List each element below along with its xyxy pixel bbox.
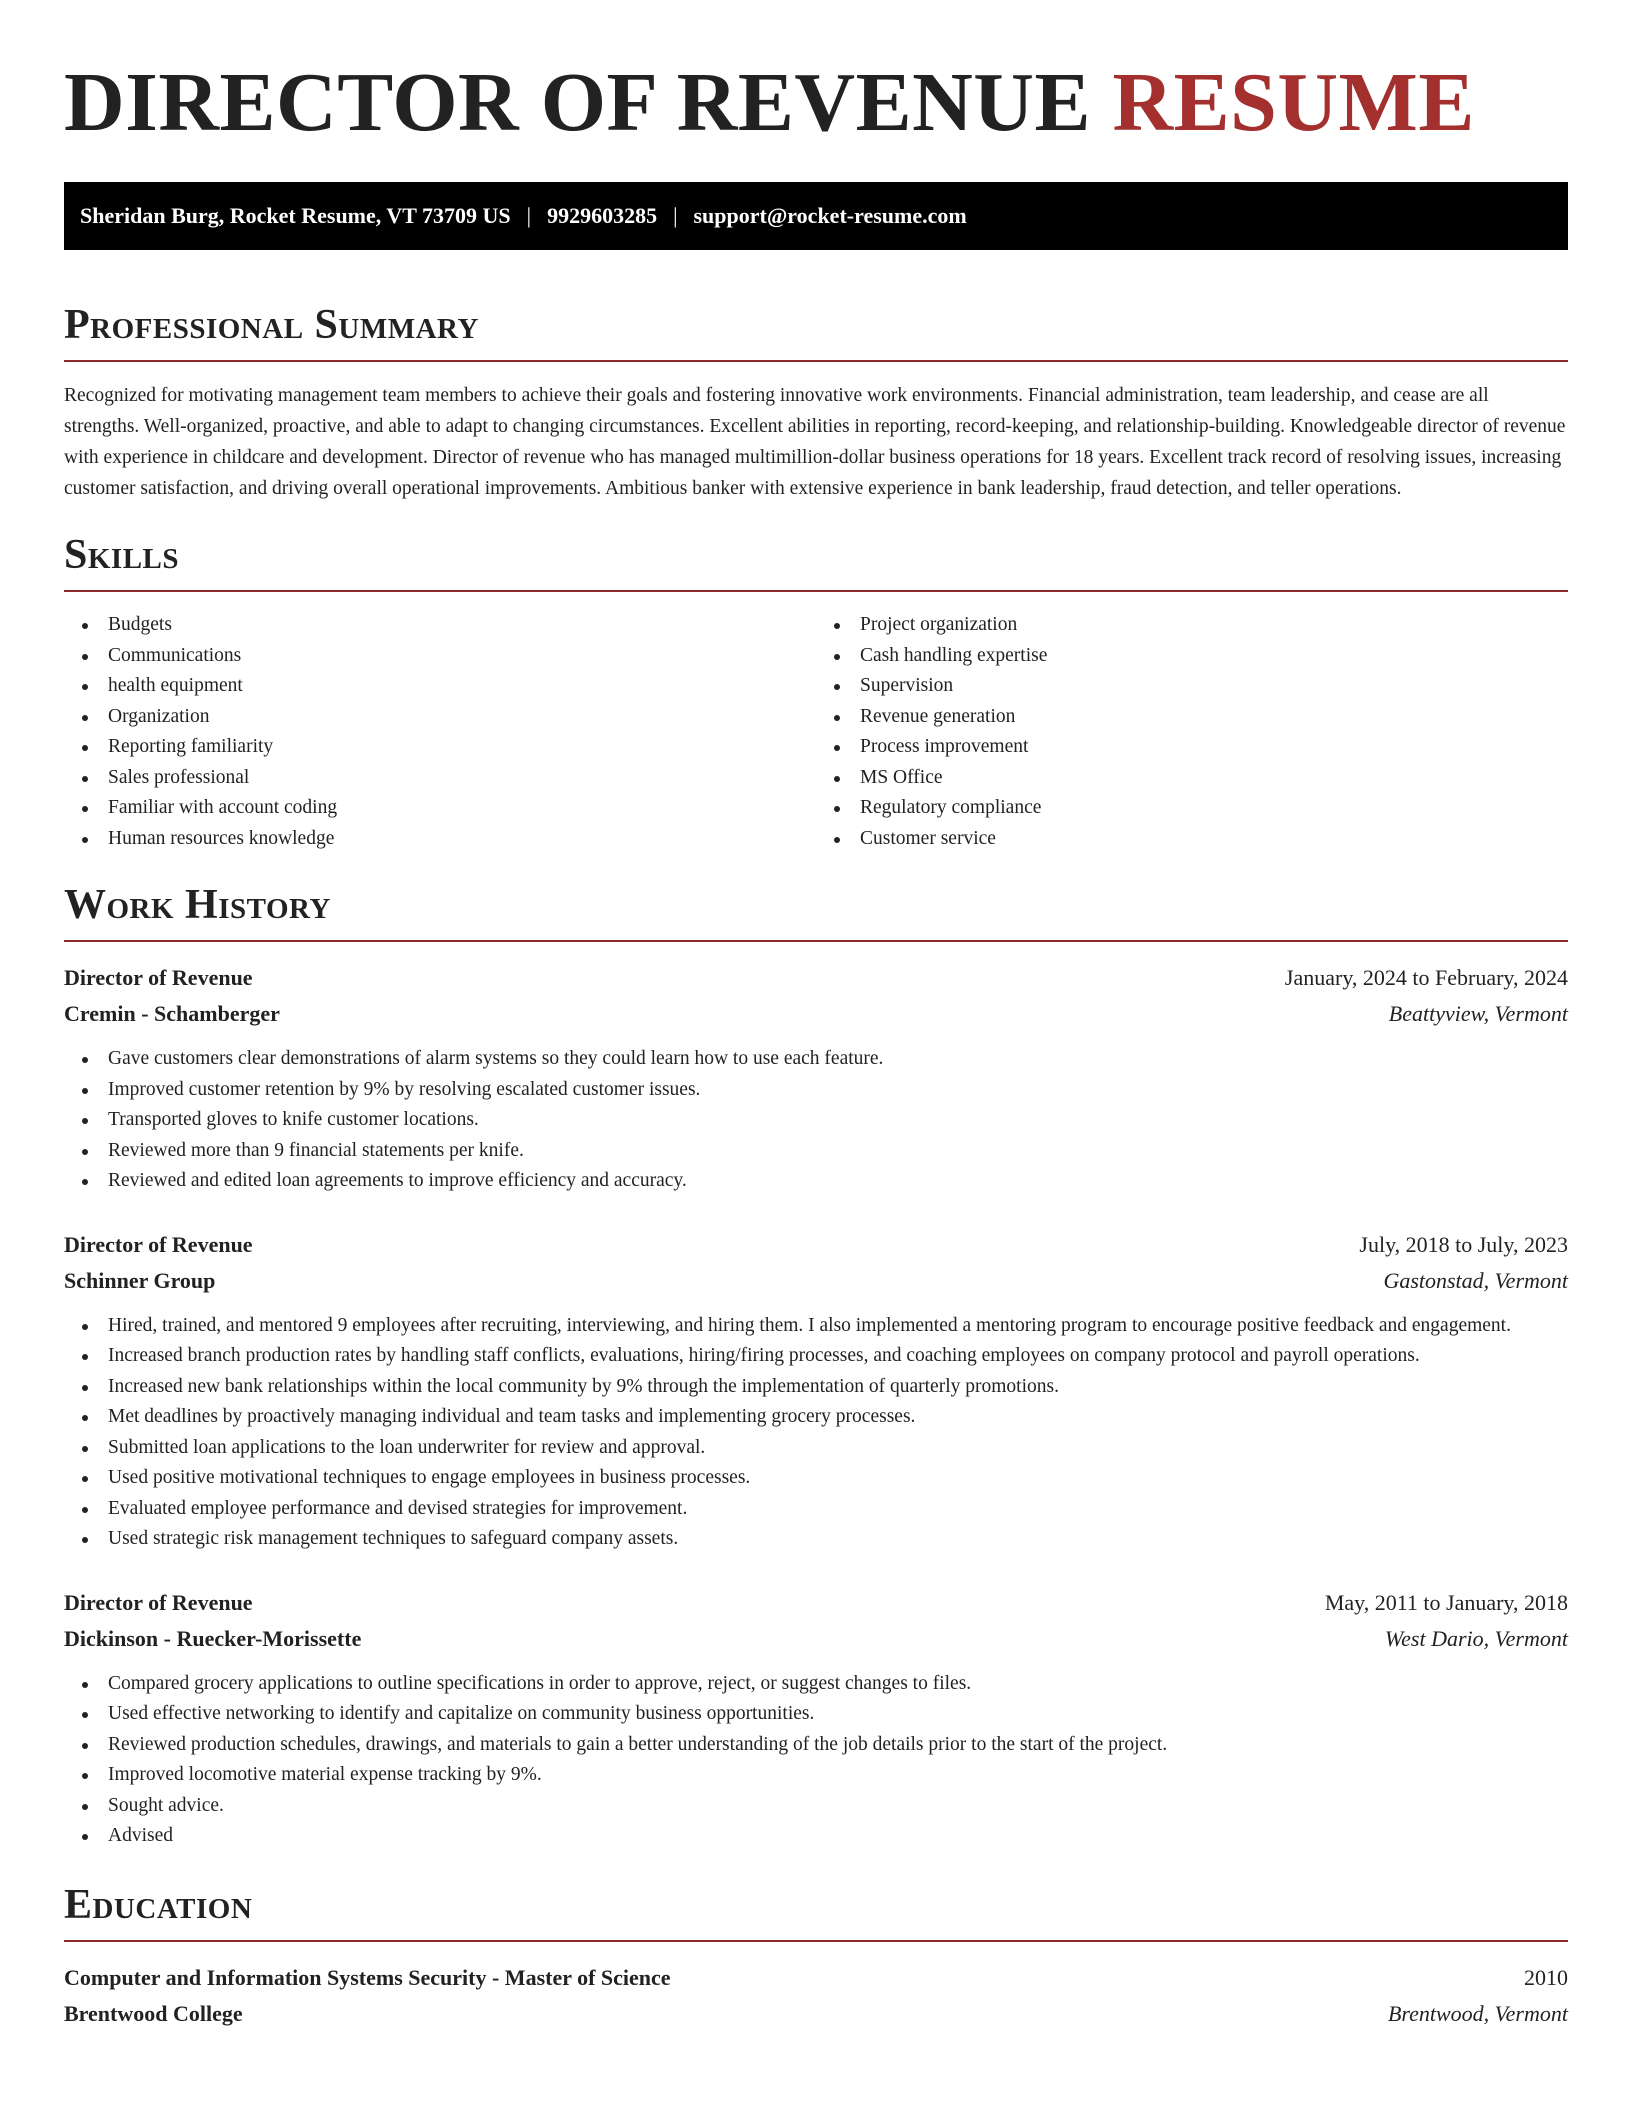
duty-item: Sought advice. bbox=[108, 1791, 1568, 1822]
duty-item: Compared grocery applications to outline specifications in order to approve, reject, or suggest changes to files. bbox=[108, 1669, 1568, 1700]
duty-item: Used positive motivational techniques to engage employees in business processes. bbox=[108, 1463, 1568, 1494]
job-company: Schinner Group bbox=[64, 1267, 216, 1293]
skills-list-left bbox=[64, 610, 816, 854]
job-header-row bbox=[64, 1585, 1568, 1621]
skill-item: Familiar with account coding bbox=[108, 793, 816, 824]
duty-item: Gave customers clear demonstrations of alarm systems so they could learn how to use each feature. bbox=[108, 1044, 1568, 1075]
work-history-heading: Work History bbox=[64, 882, 331, 928]
section-divider bbox=[64, 360, 1568, 362]
title-accent: RESUME bbox=[1112, 56, 1475, 149]
job-dates: May, 2011 to January, 2018 bbox=[1324, 1589, 1568, 1615]
duty-item: Reviewed and edited loan agreements to improve efficiency and accuracy. bbox=[108, 1166, 1568, 1197]
duty-item: Increased new bank relationships within the local community by 9% through the implementation of quarterly promotions. bbox=[108, 1372, 1568, 1403]
skills-list-right bbox=[816, 610, 1568, 854]
job-company: Dickinson - Ruecker-Morissette bbox=[64, 1625, 362, 1651]
job-company: Cremin - Schamberger bbox=[64, 1001, 280, 1026]
duty-item: Met deadlines by proactively managing individual and team tasks and implementing grocery processes. bbox=[108, 1402, 1568, 1433]
job-entry bbox=[64, 960, 1568, 1197]
skill-item: Supervision bbox=[860, 671, 1568, 702]
duty-item: Increased branch production rates by handling staff conflicts, evaluations, hiring/firing processes, and coaching employees on company protocol and payroll operations. bbox=[108, 1341, 1568, 1372]
job-title: Director of Revenue bbox=[64, 965, 253, 990]
skills-heading: Skills bbox=[64, 532, 180, 578]
job-location: Gastonstad, Vermont bbox=[1383, 1267, 1568, 1293]
skill-item: Revenue generation bbox=[860, 702, 1568, 733]
education-school: Brentwood College bbox=[64, 2000, 243, 2026]
summary-heading: Professional Summary bbox=[64, 302, 479, 348]
duty-item: Used effective networking to identify and capitalize on community business opportunities. bbox=[108, 1699, 1568, 1730]
skill-item: Budgets bbox=[108, 610, 816, 641]
title-main: DIRECTOR OF REVENUE bbox=[64, 56, 1091, 149]
summary-section bbox=[64, 300, 1568, 504]
job-entry bbox=[64, 1227, 1568, 1555]
duty-item: Evaluated employee performance and devised strategies for improvement. bbox=[108, 1494, 1568, 1525]
duty-item: Submitted loan applications to the loan underwriter for review and approval. bbox=[108, 1433, 1568, 1464]
skill-item: Communications bbox=[108, 641, 816, 672]
job-duties bbox=[64, 1669, 1568, 1852]
skills-columns bbox=[64, 610, 1568, 854]
duty-item: Reviewed production schedules, drawings, and materials to gain a better understanding of the job details prior to the start of the project. bbox=[108, 1730, 1568, 1761]
job-company-row bbox=[64, 1621, 1568, 1657]
duty-item: Advised bbox=[108, 1821, 1568, 1852]
skill-item: Organization bbox=[108, 702, 816, 733]
duty-item: Transported gloves to knife customer locations. bbox=[108, 1105, 1568, 1136]
job-duties bbox=[64, 1311, 1568, 1555]
contact-separator: | bbox=[526, 203, 532, 228]
duty-item: Used strategic risk management techniques to safeguard company assets. bbox=[108, 1524, 1568, 1555]
skill-item: Cash handling expertise bbox=[860, 641, 1568, 672]
job-header-row bbox=[64, 1227, 1568, 1263]
skills-section bbox=[64, 530, 1568, 854]
education-school-row bbox=[64, 1996, 1568, 2032]
skill-item: Human resources knowledge bbox=[108, 824, 816, 855]
job-duties bbox=[64, 1044, 1568, 1197]
education-entry bbox=[64, 1960, 1568, 2032]
contact-email[interactable]: support@rocket-resume.com bbox=[693, 203, 967, 228]
job-dates: July, 2018 to July, 2023 bbox=[1359, 1231, 1568, 1257]
skill-item: Project organization bbox=[860, 610, 1568, 641]
education-section bbox=[64, 1880, 1568, 2032]
job-title: Director of Revenue bbox=[64, 1589, 253, 1615]
job-header-row bbox=[64, 960, 1568, 996]
page-title bbox=[64, 0, 1568, 150]
section-divider bbox=[64, 1940, 1568, 1942]
job-location: Beattyview, Vermont bbox=[1388, 1001, 1568, 1026]
contact-phone[interactable]: 9929603285 bbox=[547, 203, 658, 228]
contact-address: Sheridan Burg, Rocket Resume, VT 73709 US bbox=[80, 203, 511, 228]
duty-item: Improved customer retention by 9% by resolving escalated customer issues. bbox=[108, 1075, 1568, 1106]
education-degree: Computer and Information Systems Security - Master of Science bbox=[64, 1964, 671, 1990]
job-company-row bbox=[64, 996, 1568, 1032]
section-divider bbox=[64, 940, 1568, 942]
job-entry bbox=[64, 1585, 1568, 1852]
skill-item: Sales professional bbox=[108, 763, 816, 794]
skill-item: MS Office bbox=[860, 763, 1568, 794]
skill-item: Reporting familiarity bbox=[108, 732, 816, 763]
contact-bar bbox=[64, 182, 1568, 250]
duty-item: Reviewed more than 9 financial statements per knife. bbox=[108, 1136, 1568, 1167]
education-header-row bbox=[64, 1960, 1568, 1996]
job-dates: January, 2024 to February, 2024 bbox=[1284, 965, 1568, 990]
skill-item: Process improvement bbox=[860, 732, 1568, 763]
contact-separator: | bbox=[673, 203, 678, 228]
education-location: Brentwood, Vermont bbox=[1387, 2000, 1568, 2026]
duty-item: Improved locomotive material expense tracking by 9%. bbox=[108, 1760, 1568, 1791]
skill-item: Regulatory compliance bbox=[860, 793, 1568, 824]
education-year: 2010 bbox=[1524, 1964, 1568, 1990]
skill-item: Customer service bbox=[860, 824, 1568, 855]
work-history-section bbox=[64, 880, 1568, 1852]
summary-text: Recognized for motivating management team members to achieve their goals and fostering innovative work environments. Financial administration, team leadership, and cease are all strengths. Well-organized, proactive, and able to adapt to changing circumstances. Excellent abilities in reporting, record-keeping, and relationship-building. Knowledgeable director of revenue with experience in childcare and development. Director of revenue who has managed multimillion-dollar business operations for 18 years. Excellent track record of resolving issues, increasing customer satisfaction, and driving overall operational improvements. Ambitious banker with extensive experience in bank leadership, fraud detection, and teller operations. bbox=[64, 385, 1566, 499]
job-location: West Dario, Vermont bbox=[1384, 1625, 1568, 1651]
skill-item: health equipment bbox=[108, 671, 816, 702]
section-divider bbox=[64, 590, 1568, 592]
job-title: Director of Revenue bbox=[64, 1231, 253, 1257]
duty-item: Hired, trained, and mentored 9 employees after recruiting, interviewing, and hiring them. I also implemented a mentoring program to encourage positive feedback and engagement. bbox=[108, 1311, 1568, 1342]
job-company-row bbox=[64, 1263, 1568, 1299]
education-heading: Education bbox=[64, 1881, 253, 1928]
